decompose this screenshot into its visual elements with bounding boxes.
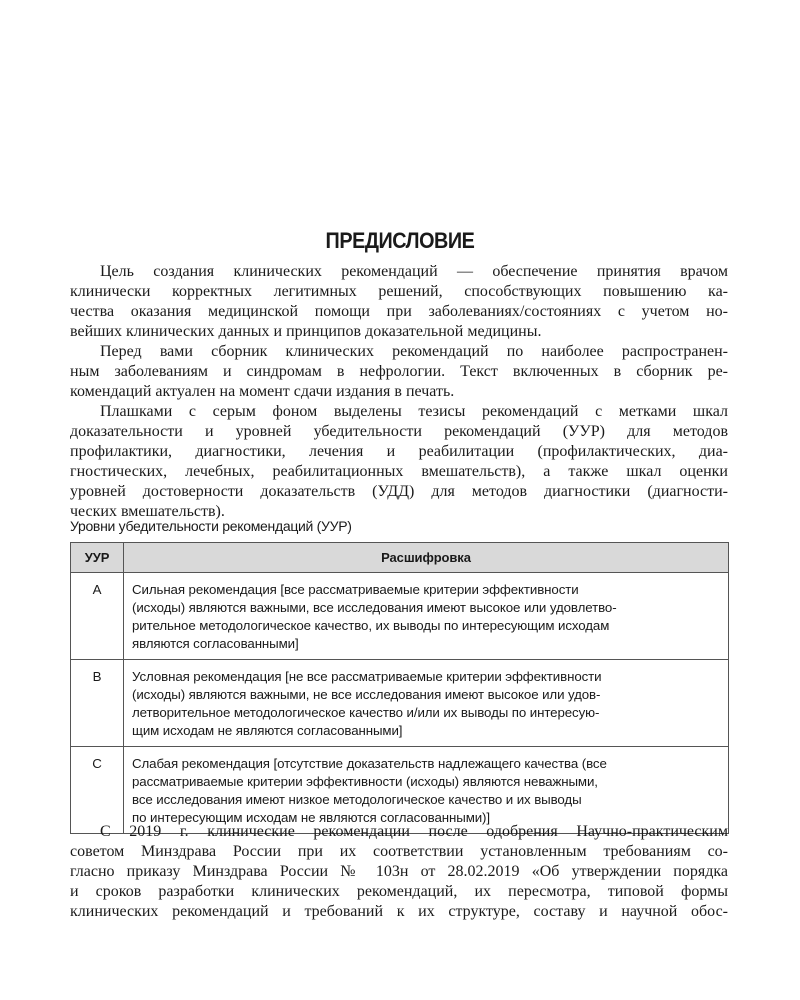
text-line: летворительное методологическое качество и/или их выводы по интересую-	[132, 705, 600, 720]
text-line: Сильная рекомендация [все рассматриваемые критерии эффективности	[132, 582, 579, 597]
text-line: все исследования имеют низкое методологическое качество и их выводы	[132, 792, 582, 807]
text-line: рительное методологическое качество, их выводы по интересующим исходам	[132, 618, 610, 633]
text-line: С 2019 г. клинические рекомендации после одобрения Научно-практическим	[100, 823, 728, 840]
text-line: Цель создания клинических рекомендаций — обеспечение принятия врачом	[100, 263, 728, 280]
table-header-row	[71, 543, 729, 573]
table-row	[71, 573, 729, 660]
text-line: клинических рекомендаций и требований к их структуре, составу и научной обос-	[70, 903, 728, 920]
text-line: гласно приказу Минздрава России № 103н от 28.02.2019 «Об утверждении порядка	[70, 863, 728, 880]
text-line: гностических, лечебных, реабилитационных вмешательств), а также шкал оценки	[70, 463, 728, 480]
text-line: по интересующим исходам не являются согласованными)]	[132, 810, 490, 825]
table-row	[71, 660, 729, 747]
text-line: профилактики, диагностики, лечения и реабилитации (профилактических, диа-	[70, 443, 728, 460]
text-line: комендаций актуален на момент сдачи издания в печать.	[70, 383, 455, 400]
text-line: (исходы) являются важными, все исследования имеют высокое или удовлетво-	[132, 600, 617, 615]
text-line: Плашками с серым фоном выделены тезисы рекомендаций с метками шкал	[100, 403, 728, 420]
text-line: вейших клинических данных и принципов доказательной медицины.	[70, 323, 542, 340]
text-line: и сроков разработки клинических рекомендаций, их пересмотра, типовой формы	[70, 883, 728, 900]
column-header-code: УУР	[71, 543, 124, 573]
level-description	[124, 660, 729, 747]
text-line: Слабая рекомендация [отсутствие доказательств надлежащего качества (все	[132, 756, 607, 771]
level-code: A	[71, 573, 124, 660]
text-line: (исходы) являются важными, не все исследования имеют высокое или удов-	[132, 687, 601, 702]
level-description	[124, 573, 729, 660]
level-description	[124, 747, 729, 834]
paragraph-purpose	[70, 262, 728, 522]
page-title: ПРЕДИСЛОВИЕ	[325, 228, 475, 253]
text-line: клинически корректных легитимных решений, способствующих повышению ка-	[70, 283, 728, 300]
recommendation-levels-table	[70, 542, 729, 834]
text-line: Перед вами сборник клинических рекомендаций по наиболее распространен-	[100, 343, 728, 360]
level-code: C	[71, 747, 124, 834]
column-header-description: Расшифровка	[124, 543, 729, 573]
text-line: советом Минздрава России при их соответствии установленным требованиям со-	[70, 843, 728, 860]
text-line: рассматриваемые критерии эффективности (исходы) являются неважными,	[132, 774, 598, 789]
text-line: ческих вмешательств).	[70, 503, 225, 520]
text-line: уровней достоверности доказательств (УДД) для методов диагностики (диагности-	[70, 483, 728, 500]
paragraph-regulation	[70, 822, 728, 922]
text-line: чества оказания медицинской помощи при заболеваниях/состояниях с учетом но-	[70, 303, 728, 320]
table-row	[71, 747, 729, 834]
text-line: являются согласованными]	[132, 636, 299, 651]
text-line: щим исходам не являются согласованными]	[132, 723, 403, 738]
text-line: Условная рекомендация [не все рассматриваемые критерии эффективности	[132, 669, 602, 684]
table-caption: Уровни убедительности рекомендаций (УУР)	[70, 518, 352, 534]
level-code: B	[71, 660, 124, 747]
text-line: доказательности и уровней убедительности рекомендаций (УУР) для методов	[70, 423, 728, 440]
text-line: ным заболеваниям и синдромам в нефрологии. Текст включенных в сборник ре-	[70, 363, 728, 380]
